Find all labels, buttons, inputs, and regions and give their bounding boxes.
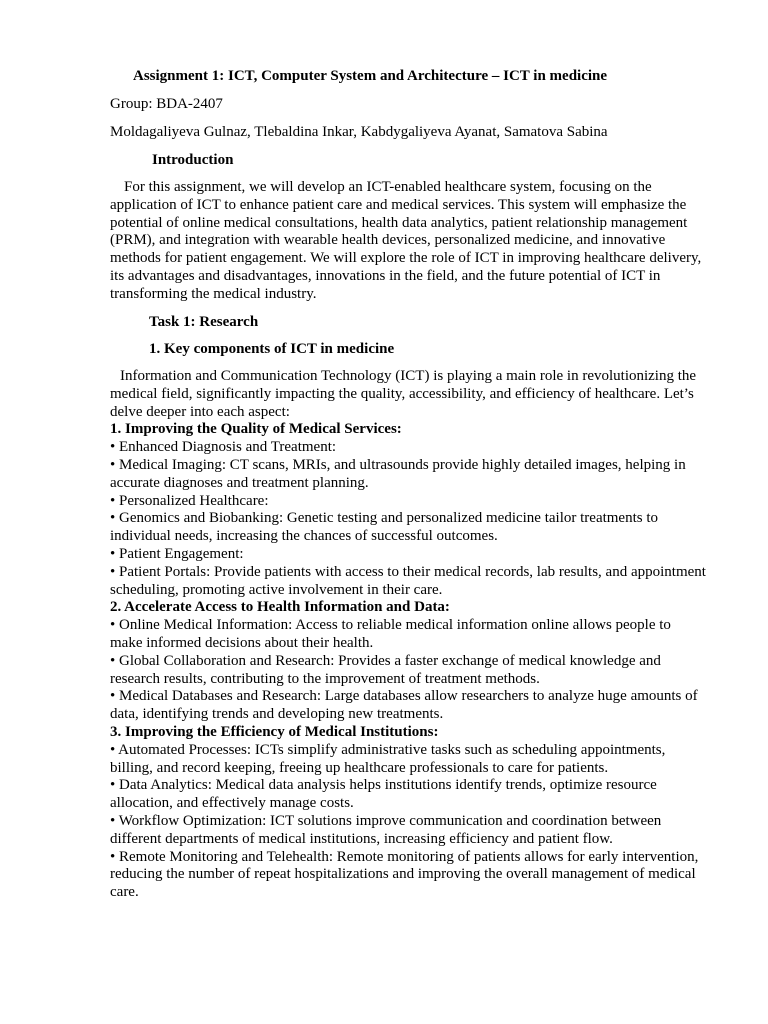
introduction-heading: Introduction [152, 152, 234, 168]
list-item: • Automated Processes: ICTs simplify administrative tasks such as scheduling appointments, billing, and record keeping, freeing up healthcare professionals to care for patients. [110, 741, 666, 776]
list-item: • Online Medical Information: Access to reliable medical information online allows people to make informed decisions about their health. [110, 617, 671, 651]
list-item: • Medical Databases and Research: Large databases allow researchers to analyze huge amounts of data, identifying trends and developing new treatments. [110, 688, 698, 723]
section-heading: 1. Improving the Quality of Medical Services: [110, 421, 402, 438]
body-intro-paragraph: Information and Communication Technology (ICT) is playing a main role in revolutionizing the medical field, significantly impacting the quality, accessibility, and efficiency of healthcare. Let’s delve deeper into each aspect: [110, 368, 697, 420]
list-item: • Patient Engagement: [110, 545, 244, 562]
group-label: Group: BDA-2407 [110, 96, 223, 112]
list-item: • Remote Monitoring and Telehealth: Remote monitoring of patients allows for early intervention, reducing the number of repeat hospitalizations and improving the overall management of medical care. [110, 848, 699, 901]
list-item: • Genomics and Biobanking: Genetic testing and personalized medicine tailor treatments to individual needs, increasing the chances of successful outcomes. [110, 510, 659, 545]
authors-line: Moldagaliyeva Gulnaz, Tlebaldina Inkar, Kabdygaliyeva Ayanat, Samatova Sabina [110, 124, 608, 140]
list-item: • Workflow Optimization: ICT solutions improve communication and coordination between different departments of medical institutions, increasing efficiency and patient flow. [110, 812, 662, 847]
list-item: • Medical Imaging: CT scans, MRIs, and ultrasounds provide highly detailed images, helping in accurate diagnoses and treatment planning. [110, 456, 686, 491]
task-heading: Task 1: Research [149, 314, 259, 330]
list-item: • Personalized Healthcare: [110, 492, 269, 509]
list-item: • Patient Portals: Provide patients with access to their medical records, lab results, and appointment scheduling, promoting active involvement in their care. [110, 563, 706, 598]
list-item: • Global Collaboration and Research: Provides a faster exchange of medical knowledge and research results, contributing to the improvement of treatment methods. [110, 652, 661, 687]
list-item: • Data Analytics: Medical data analysis helps institutions identify trends, optimize resource allocation, and effectively manage costs. [110, 777, 657, 812]
section-heading: 2. Accelerate Access to Health Information and Data: [110, 599, 450, 616]
document-title: Assignment 1: ICT, Computer System and Architecture – ICT in medicine [133, 68, 608, 84]
section-heading: 3. Improving the Efficiency of Medical Institutions: [110, 723, 439, 740]
list-item: • Enhanced Diagnosis and Treatment: [110, 439, 337, 456]
introduction-paragraph: For this assignment, we will develop an ICT-enabled healthcare system, focusing on the application of ICT to enhance patient care and medical services. This system will emphasize the potential of online medical consultations, health data analytics, patient relationship management (PRM), and integration with wearable health devices, personalized medicine, and innovative methods for patient engagement. We will explore the role of ICT in improving healthcare delivery, its advantages and disadvantages, innovations in the field, and the future potential of ICT in transforming the medical industry. [110, 179, 702, 302]
body-content [110, 368, 706, 902]
section-subheading: 1. Key components of ICT in medicine [149, 341, 395, 357]
